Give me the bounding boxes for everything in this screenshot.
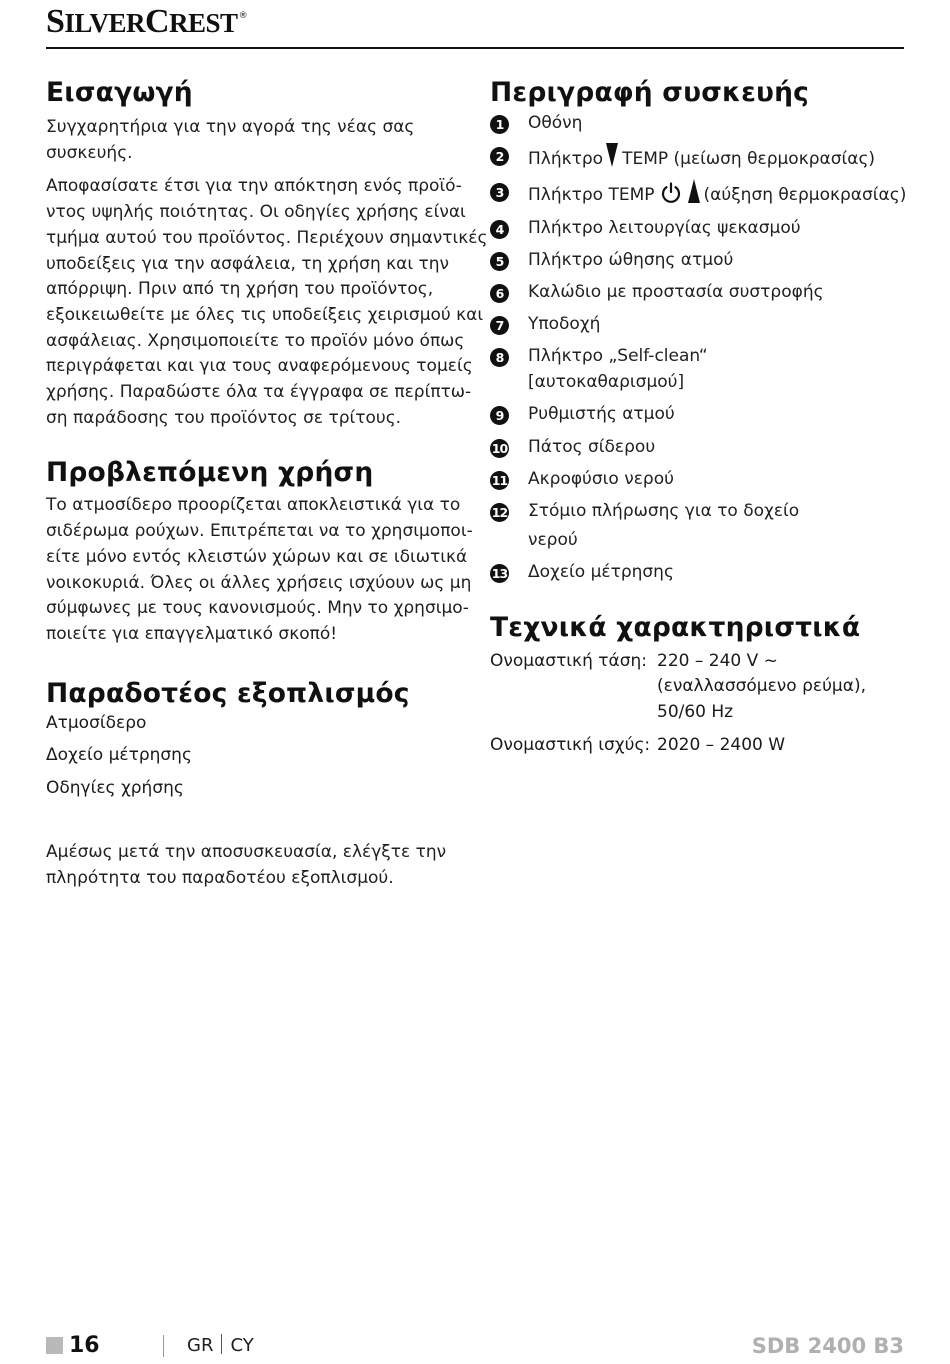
part-label bbox=[528, 499, 799, 553]
part-prefix: Πλήκτρο TEMP bbox=[528, 185, 655, 206]
part-number-badge: 7 bbox=[490, 316, 509, 335]
text-line: (εναλλασσόμενο ρεύμα), bbox=[657, 676, 866, 697]
footer-divider bbox=[163, 1335, 164, 1357]
part-prefix: Πλήκτρο bbox=[528, 149, 604, 170]
part-label-line-2: νερού bbox=[528, 529, 578, 550]
registered-mark: ® bbox=[238, 11, 248, 21]
intro-paragraph-2 bbox=[46, 174, 488, 431]
part-item bbox=[490, 344, 920, 395]
text-line: χρήσης. Παραδώστε όλα τα έγγραφα σε περίπτω- bbox=[46, 382, 472, 403]
part-label: Καλώδιο με προστασία συστροφής bbox=[528, 282, 824, 303]
country-codes bbox=[187, 1331, 254, 1361]
text-line: περιγράφεται και για τους αναφερόμενους τομείς bbox=[46, 356, 473, 377]
triangle-down-icon bbox=[606, 143, 618, 167]
part-label-line-2: [αυτοκαθαρισμού] bbox=[528, 372, 685, 393]
part-item bbox=[490, 111, 920, 137]
tech-label-voltage: Ονομαστική τάση: bbox=[490, 650, 647, 671]
text-line: σύμφωνες με τους κανονισμούς. Μην το χρησιμο- bbox=[46, 598, 469, 619]
scope-item: Ατμοσίδερο bbox=[46, 712, 147, 733]
triangle-up-icon bbox=[688, 179, 700, 203]
part-label: Πλήκτρο λειτουργίας ψεκασμού bbox=[528, 217, 801, 238]
country-code: GR bbox=[187, 1335, 214, 1356]
part-label bbox=[528, 143, 875, 173]
footer-square-marker bbox=[46, 1337, 63, 1354]
section-device-description bbox=[490, 76, 920, 586]
page-number: 16 bbox=[69, 1333, 100, 1358]
country-divider bbox=[221, 1334, 222, 1354]
part-suffix: (αύξηση θερμοκρασίας) bbox=[703, 185, 907, 206]
unpacking-note bbox=[46, 840, 466, 891]
tech-label-power: Ονομαστική ισχύς: bbox=[490, 734, 651, 755]
parts-list bbox=[490, 111, 920, 586]
heading-introduction: Εισαγωγή bbox=[46, 77, 193, 108]
model-number: SDB 2400 B3 bbox=[751, 1334, 904, 1358]
part-label: Υποδοχή bbox=[528, 314, 601, 335]
text-line: 50/60 Hz bbox=[657, 701, 734, 722]
text-line: συσκευής. bbox=[46, 142, 133, 163]
text-line: Το ατμοσίδερο προορίζεται αποκλειστικά για το bbox=[46, 495, 461, 516]
part-label-line-1: Στόμιο πλήρωσης για το δοχείο bbox=[528, 500, 800, 521]
text-line: ση παράδοσης του προϊόντος σε τρίτους. bbox=[46, 407, 402, 428]
part-item bbox=[490, 179, 920, 209]
text-line: πληρότητα του παραδοτέου εξοπλισμού. bbox=[46, 867, 394, 888]
text-line: εξοικειωθείτε με όλες τις υποδείξεις χειρισμού και bbox=[46, 304, 484, 325]
part-item bbox=[490, 143, 920, 173]
part-number-badge: 11 bbox=[491, 472, 508, 488]
text-line: είτε μόνο εντός κλειστών χώρων και σε ιδιωτικά bbox=[46, 546, 468, 567]
part-item bbox=[490, 499, 920, 553]
part-number-badge: 1 bbox=[490, 115, 509, 134]
part-item bbox=[490, 435, 920, 461]
part-number-badge: 3 bbox=[490, 183, 509, 202]
part-item bbox=[490, 402, 920, 428]
text-line: ντος υψηλής ποιότητας. Οι οδηγίες χρήσης είναι bbox=[46, 202, 466, 223]
part-number-badge: 5 bbox=[490, 252, 509, 271]
part-label: Πλήκτρο ώθησης ατμού bbox=[528, 249, 734, 270]
section-intended-use bbox=[46, 456, 473, 647]
heading-scope-of-delivery: Παραδοτέος εξοπλισμός bbox=[46, 677, 410, 709]
part-label: Πάτος σίδερου bbox=[528, 436, 656, 457]
country-code: CY bbox=[230, 1335, 254, 1356]
brand-logo: SILVERCREST® bbox=[46, 3, 248, 40]
text-line: ασφάλειας. Χρησιμοποιείτε το προϊόν μόνο όπως bbox=[46, 330, 465, 351]
tech-value-power: 2020 – 2400 W bbox=[657, 734, 786, 755]
part-number-badge: 13 bbox=[491, 565, 508, 581]
part-item bbox=[490, 312, 920, 338]
scope-item: Δοχείο μέτρησης bbox=[46, 745, 192, 766]
part-label bbox=[528, 344, 708, 395]
text-line: υποδείξεις για την ασφάλεια, τη χρήση και την bbox=[46, 253, 450, 274]
part-item bbox=[490, 467, 920, 493]
part-label: Οθόνη bbox=[528, 113, 583, 133]
part-number-badge: 9 bbox=[490, 406, 509, 425]
text-line: 220 – 240 V ~ bbox=[657, 650, 778, 671]
section-technical-data bbox=[490, 611, 920, 759]
text-line: απόρριψη. Πριν από τη χρήση του προϊόντος, bbox=[46, 279, 434, 300]
text-line: τμήμα αυτού του προϊόντος. Περιέχουν σημαντικές bbox=[46, 227, 488, 248]
heading-intended-use: Προβλεπόμενη χρήση bbox=[46, 457, 374, 489]
tech-row-power bbox=[490, 733, 920, 759]
part-item bbox=[490, 248, 920, 274]
part-number-badge: 8 bbox=[490, 348, 509, 367]
power-icon bbox=[660, 182, 682, 204]
text-line: Αποφασίσατε έτσι για την απόκτηση ενός προϊό- bbox=[46, 176, 462, 197]
tech-row-voltage bbox=[490, 649, 920, 726]
text-line: ποιείτε για επαγγελματικό σκοπό! bbox=[46, 623, 338, 644]
part-number-badge: 6 bbox=[490, 284, 509, 303]
text-line: Αμέσως μετά την αποσυσκευασία, ελέγξτε την bbox=[46, 842, 447, 862]
part-label: Ρυθμιστής ατμού bbox=[528, 404, 675, 425]
scope-item: Οδηγίες χρήσης bbox=[46, 778, 184, 799]
part-item bbox=[490, 280, 920, 306]
intro-paragraph-1 bbox=[46, 115, 462, 166]
section-introduction bbox=[46, 76, 488, 431]
part-label bbox=[528, 179, 906, 209]
header-rule bbox=[46, 47, 904, 49]
part-number-badge: 12 bbox=[491, 504, 508, 520]
text-line: σιδέρωμα ρούχων. Επιτρέπεται να το χρησιμοποι- bbox=[46, 521, 473, 542]
part-label: Δοχείο μέτρησης bbox=[528, 561, 674, 582]
part-item bbox=[490, 560, 920, 586]
right-column bbox=[490, 76, 920, 765]
tech-value-voltage bbox=[657, 649, 866, 726]
part-label-line-1: Πλήκτρο „Self-clean“ bbox=[528, 346, 708, 367]
heading-technical-data: Τεχνικά χαρακτηριστικά bbox=[490, 611, 861, 643]
left-column bbox=[46, 76, 488, 809]
part-label: Ακροφύσιο νερού bbox=[528, 468, 674, 489]
page-footer bbox=[46, 1331, 904, 1361]
part-number-badge: 10 bbox=[491, 440, 508, 456]
text-line: νοικοκυριά. Όλες οι άλλες χρήσεις ισχύουν ως μη bbox=[46, 572, 472, 593]
text-line: Συγχαρητήρια για την αγορά της νέας σας bbox=[46, 117, 415, 137]
part-suffix: TEMP (μείωση θερμοκρασίας) bbox=[622, 149, 876, 170]
section-scope-of-delivery bbox=[46, 677, 462, 802]
heading-device-description: Περιγραφή συσκευής bbox=[490, 77, 810, 108]
part-item bbox=[490, 216, 920, 242]
part-number-badge: 2 bbox=[490, 147, 509, 166]
part-number-badge: 4 bbox=[490, 220, 509, 239]
